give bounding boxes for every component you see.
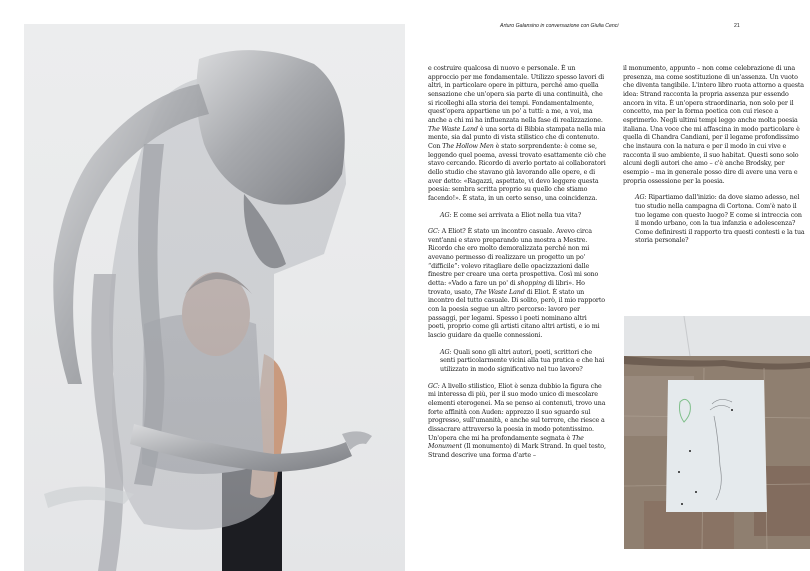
speaker-label: AG: bbox=[440, 211, 452, 219]
interview-question: AG: Quali sono gli altri autori, poeti, scrittori che senti particolarmente vicini alla tua pratica e che hai utilizzato in modo significativo nel tuo lavoro? bbox=[440, 348, 605, 373]
speaker-label: AG: bbox=[440, 348, 452, 356]
paragraph: il monumento, appunto – non come celebrazione di una presenza, ma come sostituzione di un'assenza. Un vuoto che diventa tangibile. L'intero libro ruota attorno a questa idea: Strand racconta la propria assenza pur essendo ancora in vita. È un'opera straordinaria, non solo per il concetto, ma per la forma poetica con cui riesce a esprimerlo. Negli ultimi tempi leggo anche molta poesia italiana. Una voce che mi affascina in modo particolare è quella di Chandra Candiani, per il legame profondissimo che instaura con la natura e per il modo in cui vive e racconta il suo ambiente, il suo habitat. Questi sono solo alcuni degli autori che amo – c'è anche Brodsky, per esempio – ma in generale posso dire di avere una vera e propria ossessione per la poesia. bbox=[623, 65, 804, 185]
interview-question: AG: E come sei arrivata a Eliot nella tua vita? bbox=[440, 211, 581, 219]
speaker-label: AG: bbox=[635, 194, 647, 202]
text-column-1 bbox=[428, 65, 606, 461]
paragraph: e costruire qualcosa di nuovo e personale. È un approccio per me fondamentale. Utilizzo spesso lavori di altri, in particolare opere in pittura, perché amo quella sensazione che un'opera sia parte di una continuità, che si ricolleghi alla storia dei tempi. Fondamentalmente, quest'opera appartiene un po' a tutti: a me, a voi, ma anche a chi mi ha influenzata nella fase di realizzazione. The Waste Land è una sorta di Bibbia stampata nella mia mente, sia dal punto di vista stilistico che di contenuto. Con The Hollow Men è stato sorprendente: è come se, leggendo quel poema, avessi trovato esattamente ciò che stavo cercando. Ricordo di averlo portato ai collaboratori dello studio che stavano già lavorando alle opere, e di aver detto: «Ragazzi, aspettate, vi devo leggere questa poesia: sembra scritta proprio su quello che stiamo facendo!». È stata, in un certo senso, una coincidenza. bbox=[428, 65, 606, 202]
speaker-label: GC: bbox=[428, 382, 440, 390]
sculpture-photo bbox=[24, 24, 405, 571]
running-head: Arturo Galansino in conversazione con Giulia Cenci bbox=[500, 23, 619, 29]
sculpture-photo-illustration bbox=[24, 24, 405, 571]
drawing-photo-illustration bbox=[624, 316, 810, 549]
speaker-label: GC: bbox=[428, 228, 440, 236]
right-page bbox=[420, 0, 810, 571]
page-number: 21 bbox=[734, 23, 740, 29]
drawing-on-floor-photo bbox=[624, 316, 810, 549]
interview-answer: GC: A livello stilistico, Eliot è senza dubbio la figura che mi interessa di più, per il suo modo unico di mescolare elementi eterogenei. Ma se penso ai contenuti, trovo una forte affinità con Auden: apprezzo il suo sguardo sul progresso, sull'umanità, e anche sul terrore, che riesce a dissacrare attraverso la poesia in modo potentissimo. Un'opera che mi ha profondamente segnata è The Monument (Il monumento) di Mark Strand. In quel testo, Strand descrive una forma d'arte – bbox=[428, 382, 606, 459]
interview-answer: GC: A Eliot? È stato un incontro casuale. Avevo circa vent'anni e stavo preparando una mostra a Mestre. Ricordo che ero molto demoralizzata perché non mi avevano permesso di realizzare un progetto un po' “difficile”: volevo ritagliare delle opacizzazioni dalle finestre per creare una certa prospettiva. Così mi sono detta: «Vado a fare un po' di shopping di libri». Ho trovato, usato, The Waste Land di Eliot. È stato un incontro del tutto casuale. Di solito, però, il mio rapporto con la poesia segue un altro percorso: lavoro per passaggi, per legami. Spesso i poeti nominano altri poeti, proprio come gli artisti citano altri artisti, e io mi lascio guidare da quelle connessioni. bbox=[428, 228, 605, 340]
interview-question: AG: Ripartiamo dall'inizio: da dove siamo adesso, nel tuo studio nella campagna di Cortona. Com'è nato il tuo legame con questo luogo? E come si intreccia con il mondo urbano, con la tua infanzia e adolescenza? Come definiresti il rapporto tra questi contesti e la tua storia personale? bbox=[635, 194, 805, 245]
text-column-2 bbox=[623, 65, 807, 254]
